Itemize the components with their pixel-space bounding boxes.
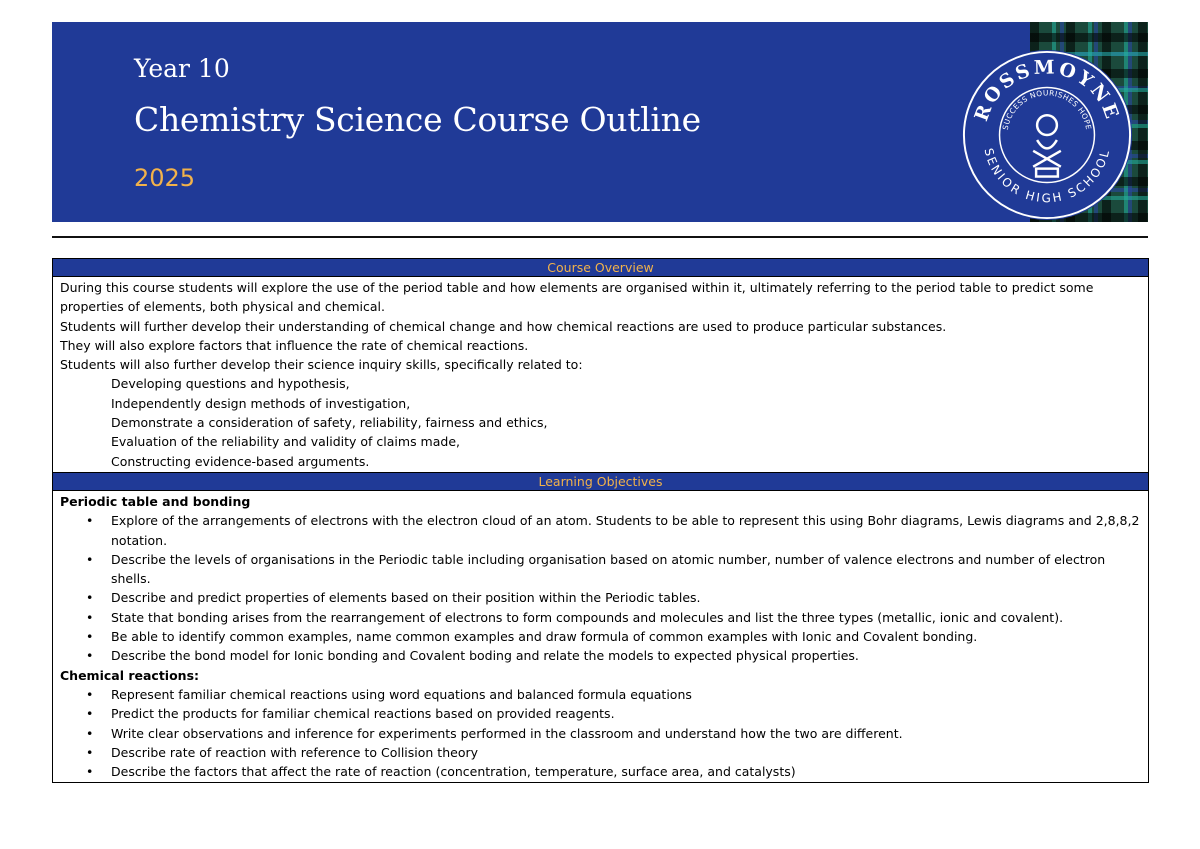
objective-item: • Explore of the arrangements of electrons with the electron cloud of an atom. Students to be able to represent this using Bohr diagrams, Lewis diagrams and 2,8,8,2 notation. xyxy=(60,511,1140,550)
objective-item: • Describe the bond model for Ionic bonding and Covalent boding and relate the models to expected physical properties. xyxy=(60,646,1140,665)
page-title: Chemistry Science Course Outline xyxy=(134,100,701,139)
overview-paragraph: Students will also further develop their science inquiry skills, specifically related to: xyxy=(60,357,583,373)
objective-item: • Describe the levels of organisations in the Periodic table including organisation based on atomic number, number of valence electrons and number of electron shells. xyxy=(60,550,1140,589)
inquiry-skill: Evaluation of the reliability and validity of claims made, xyxy=(111,434,460,450)
section-title-periodic-table: Periodic table and bonding xyxy=(60,493,251,509)
objective-item: • Describe and predict properties of elements based on their position within the Periodic tables. xyxy=(60,588,1140,607)
course-outline-table xyxy=(52,258,1149,783)
objective-item: • Represent familiar chemical reactions using word equations and balanced formula equations xyxy=(60,685,1140,704)
objective-item: • Describe the factors that affect the rate of reaction (concentration, temperature, surface area, and catalysts) xyxy=(60,762,1140,781)
crest-name: ROSSMOYNE xyxy=(970,56,1124,125)
objective-item: • Be able to identify common examples, name common examples and draw formula of common examples with Ionic and Covalent bonding. xyxy=(60,627,1140,646)
objectives-heading: Learning Objectives xyxy=(53,473,1148,491)
inquiry-skill: Independently design methods of investigation, xyxy=(111,395,411,411)
inquiry-skill: Constructing evidence-based arguments. xyxy=(111,453,370,469)
school-crest-logo xyxy=(958,46,1136,222)
overview-content xyxy=(53,277,1148,473)
inquiry-skill: Demonstrate a consideration of safety, reliability, fairness and ethics, xyxy=(111,415,548,431)
objective-item: • Predict the products for familiar chemical reactions based on provided reagents. xyxy=(60,704,1140,723)
overview-paragraph: During this course students will explore the use of the period table and how elements are organised within it, ultimately referring to the period table to predict some properties of elements, both physical and chemical. xyxy=(60,280,1094,315)
crest-motto: SUCCESS NOURISHES HOPE xyxy=(1000,88,1094,131)
periodic-table-objectives xyxy=(60,511,1140,665)
objectives-content xyxy=(53,491,1148,782)
course-year: 2025 xyxy=(134,164,196,192)
year-level: Year 10 xyxy=(134,54,230,83)
objective-item: • Describe rate of reaction with reference to Collision theory xyxy=(60,743,1140,762)
objective-item: • Write clear observations and inference for experiments performed in the classroom and understand how the two are different. xyxy=(60,724,1140,743)
overview-heading: Course Overview xyxy=(53,259,1148,277)
header-banner xyxy=(52,22,1148,222)
header-divider xyxy=(52,236,1148,238)
section-title-chemical-reactions: Chemical reactions: xyxy=(60,667,200,683)
overview-paragraph: They will also explore factors that influence the rate of chemical reactions. xyxy=(60,337,529,353)
objective-item: • State that bonding arises from the rearrangement of electrons to form compounds and molecules and list the three types (metallic, ionic and covalent). xyxy=(60,608,1140,627)
inquiry-skill: Developing questions and hypothesis, xyxy=(111,376,350,392)
crest-subtitle: SENIOR HIGH SCHOOL xyxy=(981,146,1113,206)
overview-paragraph: Students will further develop their understanding of chemical change and how chemical reactions are used to produce particular substances. xyxy=(60,318,947,334)
chemical-reactions-objectives xyxy=(60,685,1140,781)
